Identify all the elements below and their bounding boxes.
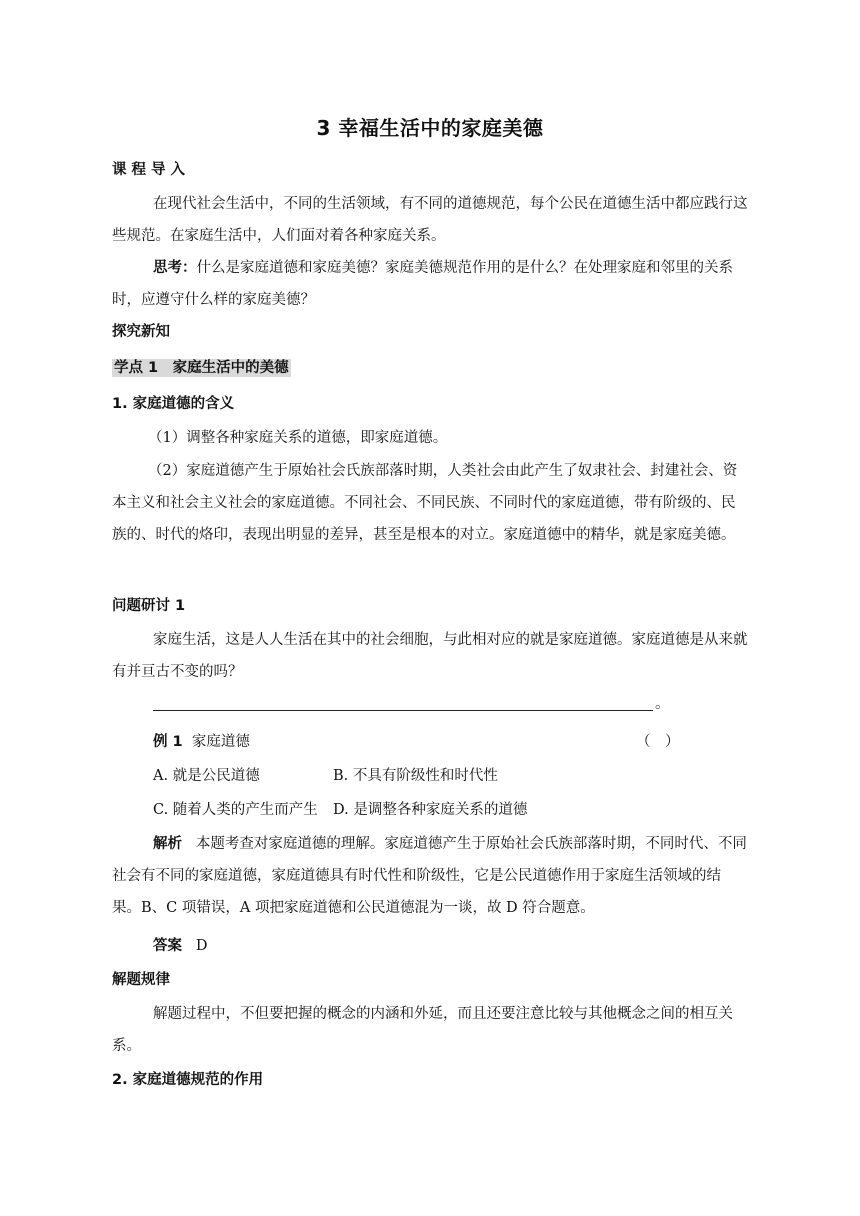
document-title: 3 幸福生活中的家庭美德: [316, 116, 544, 140]
think-text: 什么是家庭道德和家庭美德？家庭美德规范作用的是什么？在处理家庭和邻里的关系时，应遵守什么样的家庭美德？: [112, 260, 733, 308]
answer-row: [112, 930, 748, 962]
rule-heading: 解题规律: [112, 972, 170, 988]
analysis-text: 本题考查对家庭道德的理解。家庭道德产生于原始社会氏族部落时期，不同时代、不同社会有不同的家庭道德，家庭道德具有时代性和阶级性，它是公民道德作用于家庭生活领域的结果。B、C 项错误，A 项把家庭道德和公民道德混为一谈，故 D 符合题意。: [112, 836, 747, 916]
study-point-1: [112, 352, 748, 384]
option-b: B. 不具有阶级性和时代性: [333, 768, 498, 784]
answer-blank-end: 。: [655, 696, 670, 712]
answer-value: D: [195, 938, 208, 954]
example-question: [153, 726, 633, 758]
answer-parentheses: （ ）: [636, 734, 680, 750]
option-c: C. 随着人类的产生而产生: [153, 802, 318, 818]
intro-paragraph: 在现代社会生活中，不同的生活领域，有不同的道德规范，每个公民在道德生活中都应践行这些规范。在家庭生活中，人们面对着各种家庭关系。: [112, 196, 748, 244]
think-paragraph: [112, 252, 748, 316]
option-a: A. 就是公民道德: [153, 768, 260, 784]
analysis-paragraph: [112, 828, 748, 924]
answer-label: 答案: [153, 938, 182, 954]
answer-blank-line: [153, 710, 653, 711]
analysis-label: 解析: [153, 836, 182, 852]
study-point-label: 学点 1 家庭生活中的美德: [114, 360, 289, 376]
item-2: （2）家庭道德产生于原始社会氏族部落时期，人类社会由此产生了奴隶社会、封建社会、资本主义和社会主义社会的家庭道德。不同社会、不同民族、不同时代的家庭道德，带有阶级的、民族的、时代的烙印，表现出明显的差异，甚至是根本的对立。家庭道德中的精华，就是家庭美德。: [112, 463, 738, 543]
example-label: 例 1: [153, 734, 183, 750]
think-label: 思考：: [153, 260, 197, 276]
rule-text: 解题过程中，不但要把握的概念的内涵和外延，而且还要注意比较与其他概念之间的相互关系。: [112, 1006, 733, 1054]
option-d: D. 是调整各种家庭关系的道德: [333, 802, 528, 818]
subheading-2: 2. 家庭道德规范的作用: [112, 1072, 264, 1088]
item-1: （1）调整各种家庭关系的道德，即家庭道德。: [148, 430, 448, 446]
subheading-1: 1. 家庭道德的含义: [112, 396, 235, 412]
intro-heading: 课程导入: [112, 162, 190, 178]
example-question-text: 家庭道德: [191, 734, 250, 750]
discussion-text: 家庭生活，这是人人生活在其中的社会细胞，与此相对应的就是家庭道德。家庭道德是从来就有并亘古不变的吗？: [112, 632, 748, 680]
discussion-heading: 问题研讨 1: [112, 598, 186, 614]
explore-heading: 探究新知: [112, 324, 170, 340]
